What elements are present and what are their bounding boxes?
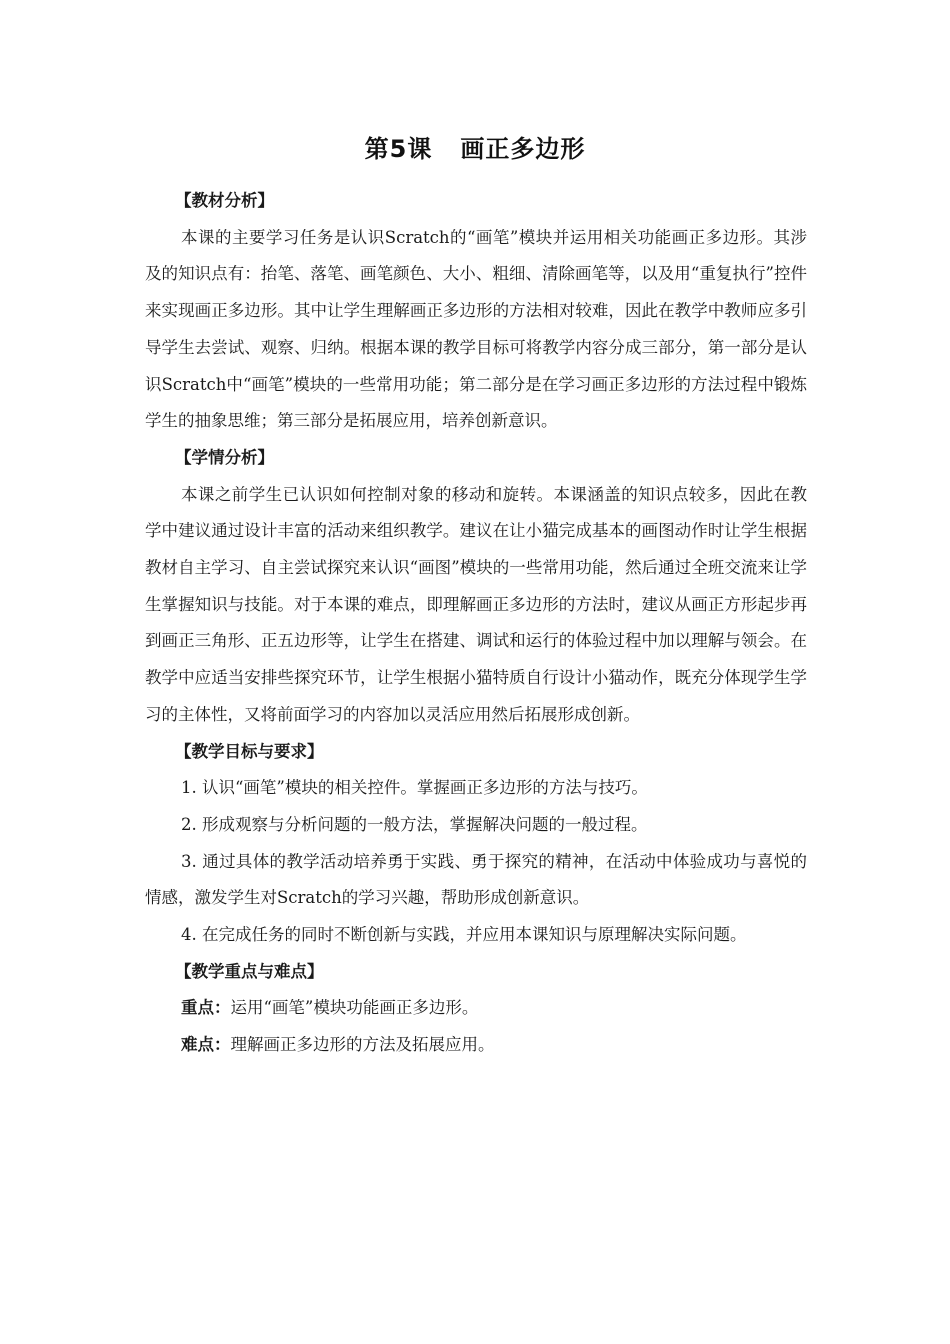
section-body-students: 本课之前学生已认识如何控制对象的移动和旋转。本课涵盖的知识点较多，因此在教学中建议通过设计丰富的活动来组织教学。建议在让小猫完成基本的画图动作时让学生根据教材自主学习、自主尝试探究来认识“画图”模块的一些常用功能，然后通过全班交流来让学生掌握知识与技能。对于本课的难点，即理解画正多边形的方法时，建议从画正方形起步再到画正三角形、正五边形等，让学生在搭建、调试和运行的体验过程中加以理解与领会。在教学中应适当安排些探究环节，让学生根据小猫特质自行设计小猫动作，既充分体现学生学习的主体性，又将前面学习的内容加以灵活应用然后拓展形成创新。 — [145, 484, 807, 724]
section-heading-students: 【学情分析】 — [175, 447, 274, 467]
difficulty-text: 理解画正多边形的方法及拓展应用。 — [230, 1035, 495, 1055]
document-body — [145, 183, 807, 1064]
focus-label: 重点： — [181, 998, 231, 1018]
goal-item-2: 2. 形成观察与分析问题的一般方法，掌握解决问题的一般过程。 — [181, 814, 648, 834]
goal-item-4: 4. 在完成任务的同时不断创新与实践，并应用本课知识与原理解决实际问题。 — [181, 925, 747, 945]
section-heading-material: 【教材分析】 — [175, 191, 274, 210]
goal-item-3: 3. 通过具体的教学活动培养勇于实践、勇于探究的精神，在活动中体验成功与喜悦的情感，激发学生对Scratch的学习兴趣，帮助形成创新意识。 — [145, 851, 807, 908]
lesson-number: 第5课 — [364, 135, 433, 163]
difficulty-line — [145, 1027, 807, 1064]
goal-item-1: 1. 认识“画笔”模块的相关控件。掌握画正多边形的方法与技巧。 — [181, 778, 648, 798]
focus-line — [145, 990, 807, 1027]
lesson-topic: 画正多边形 — [460, 135, 586, 163]
section-heading-keypoints: 【教学重点与难点】 — [175, 961, 324, 981]
focus-text: 运用“画笔”模块功能画正多边形。 — [230, 998, 479, 1018]
difficulty-label: 难点： — [181, 1035, 231, 1055]
page-title — [0, 131, 950, 167]
section-heading-goals: 【教学目标与要求】 — [175, 741, 324, 761]
section-body-material: 本课的主要学习任务是认识Scratch的“画笔”模块并运用相关功能画正多边形。其涉及的知识点有：抬笔、落笔、画笔颜色、大小、粗细、清除画笔等，以及用“重复执行”控件来实现画正多边形。其中让学生理解画正多边形的方法相对较难，因此在教学中教师应多引导学生去尝试、观察、归纳。根据本课的教学目标可将教学内容分成三部分，第一部分是认识Scratch中“画笔”模块的一些常用功能；第二部分是在学习画正多边形的方法过程中锻炼学生的抽象思维；第三部分是拓展应用，培养创新意识。 — [145, 227, 807, 431]
